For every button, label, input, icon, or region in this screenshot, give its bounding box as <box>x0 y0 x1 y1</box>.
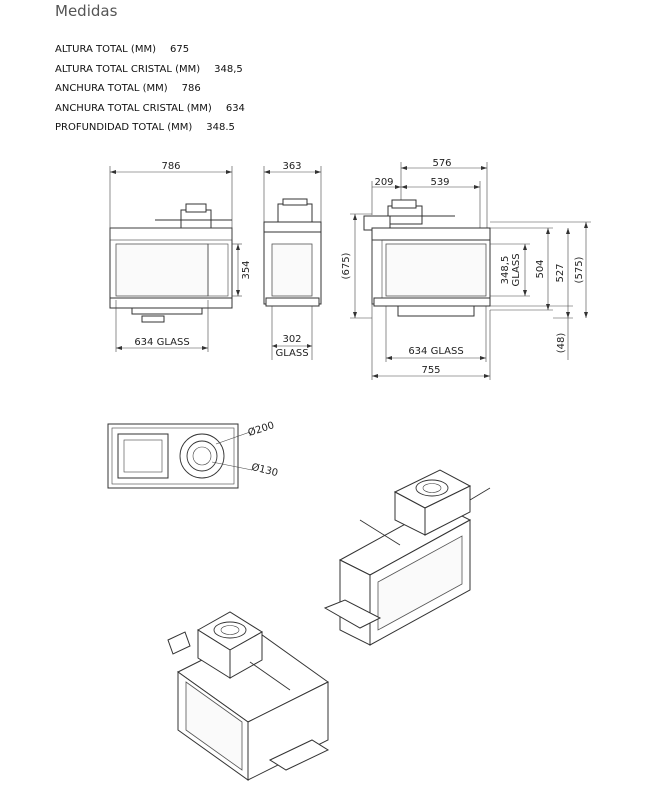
spec-label: ANCHURA TOTAL CRISTAL (MM) <box>55 102 212 114</box>
dim-right-527: 527 <box>555 263 566 283</box>
spec-value: 348.5 <box>206 122 235 134</box>
dim-right-glass-value: 348,5 <box>500 255 511 285</box>
dim-right-209: 209 <box>374 177 394 188</box>
dim-side-depth: 363 <box>282 161 302 172</box>
spec-value: 786 <box>181 83 201 95</box>
dim-side-glass-label: GLASS <box>275 348 309 359</box>
spec-label: ALTURA TOTAL (MM) <box>55 44 156 55</box>
right-view <box>341 158 591 380</box>
dim-right-glass-width: 634 GLASS <box>408 346 464 357</box>
dim-right-575: (575) <box>574 256 585 284</box>
spec-value: 634 <box>225 102 245 114</box>
dim-right-total-width: 755 <box>421 365 441 376</box>
dim-right-504: 504 <box>535 259 546 279</box>
top-view <box>108 419 279 488</box>
dim-front-width: 786 <box>161 161 181 172</box>
spec-value: 675 <box>170 44 190 55</box>
spec-label: PROFUNDIDAD TOTAL (MM) <box>55 122 193 134</box>
spec-label: ANCHURA TOTAL (MM) <box>55 83 168 95</box>
dim-front-glass-height: 354 <box>241 260 252 280</box>
isometric-view-left <box>168 612 328 780</box>
page-title: Medidas <box>55 2 118 20</box>
side-view <box>264 161 321 360</box>
dim-side-glass-value: 302 <box>282 334 302 345</box>
dim-front-glass: 634 GLASS <box>134 337 190 348</box>
dim-right-total-height: (675) <box>341 252 352 280</box>
dim-right-glass-label: GLASS <box>511 253 522 287</box>
dim-flue-outer: Ø200 <box>246 420 276 440</box>
spec-label: ALTURA TOTAL CRISTAL (MM) <box>55 63 201 75</box>
dim-right-48: (48) <box>556 332 567 354</box>
dim-right-539: 539 <box>430 177 450 188</box>
isometric-view-right <box>325 470 490 645</box>
dim-flue-inner: Ø130 <box>250 461 280 480</box>
dim-right-576: 576 <box>432 158 452 169</box>
front-view <box>110 161 252 352</box>
spec-value: 348,5 <box>214 63 243 75</box>
